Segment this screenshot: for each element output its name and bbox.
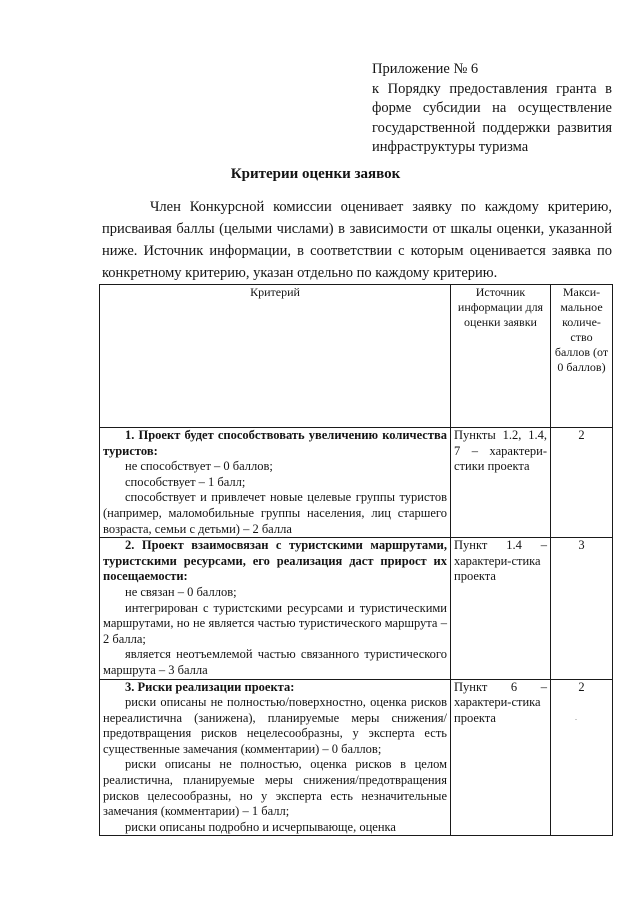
- source-cell: Пункт 1.4 – характери-стика проекта: [451, 538, 551, 679]
- criteria-table: [99, 284, 613, 836]
- header-criterion: Критерий: [100, 285, 451, 428]
- appendix-header: [372, 60, 612, 158]
- criterion-option: является неотъемлемой частью связанного туристического маршрута – 3 балла: [103, 647, 447, 677]
- scan-speck: .: [575, 713, 577, 722]
- criterion-option: способствует и привлечет новые целевые группы туристов (например, маломобильные группы населения, лиц старшего возраста, семьи с детьми) – 2 балла: [103, 490, 447, 536]
- source-cell: Пункт 6 – характери-стика проекта: [451, 679, 551, 836]
- table-row: [100, 679, 613, 836]
- criterion-option: риски описаны не полностью/поверхностно, оценка рисков нереалистична (занижена), планируемые меры снижения/предотвращения рисков нецелесообразны, у эксперта есть существенные замечания (комментарии) – 0 баллов;: [103, 695, 447, 756]
- header-source: Источник информации для оценки заявки: [451, 285, 551, 428]
- criterion-option: не способствует – 0 баллов;: [125, 459, 273, 474]
- intro-paragraph: Член Конкурсной комиссии оценивает заявку по каждому критерию, присваивая баллы (целыми числами) в зависимости от шкалы оценки, указанной ниже. Источник информации, в соответствии с которым оценивается заявка по конкретному критерию, указан отдельно по каждому критерию.: [102, 199, 612, 281]
- header-max-points: Макси-мальное количе-ство баллов (от 0 баллов): [551, 285, 613, 428]
- criterion-title: 3. Риски реализации проекта:: [125, 679, 295, 694]
- criterion-option: риски описаны не полностью, оценка рисков в целом реалистична, планируемые меры снижения/предотвращения рисков целесообразны, но у эксперта есть незначительные замечания (комментарии) – 1 балл;: [103, 757, 447, 819]
- source-cell: Пункты 1.2, 1.4, 7 – характери-стики проекта: [451, 428, 551, 538]
- criterion-option: способствует – 1 балл;: [125, 474, 246, 489]
- table-header-row: [100, 285, 613, 428]
- appendix-number: Приложение № 6: [372, 61, 479, 77]
- max-points-cell: 2: [551, 428, 613, 538]
- criterion-cell: [100, 679, 451, 836]
- criterion-option: интегрирован с туристскими ресурсами и туристическими маршрутами, но не является частью туристического маршрута – 2 балла;: [103, 600, 447, 646]
- appendix-text: к Порядку предоставления гранта в форме субсидии на осуществление государственной поддержки развития инфраструктуры туризма: [372, 80, 612, 155]
- criterion-title: 1. Проект будет способствовать увеличению количества туристов:: [103, 428, 447, 458]
- criterion-cell: [100, 428, 451, 538]
- criterion-option: риски описаны подробно и исчерпывающе, оценка: [125, 819, 396, 834]
- document-title: Критерии оценки заявок: [230, 166, 401, 182]
- criterion-title: 2. Проект взаимосвязан с туристскими маршрутами, туристскими ресурсами, его реализация даст прирост их посещаемости:: [103, 538, 447, 584]
- max-points-cell: 3: [551, 538, 613, 679]
- table-row: [100, 538, 613, 679]
- criterion-cell: [100, 538, 451, 679]
- max-points-cell: 2: [551, 679, 613, 836]
- table-row: [100, 428, 613, 538]
- criterion-option: не связан – 0 баллов;: [125, 584, 237, 599]
